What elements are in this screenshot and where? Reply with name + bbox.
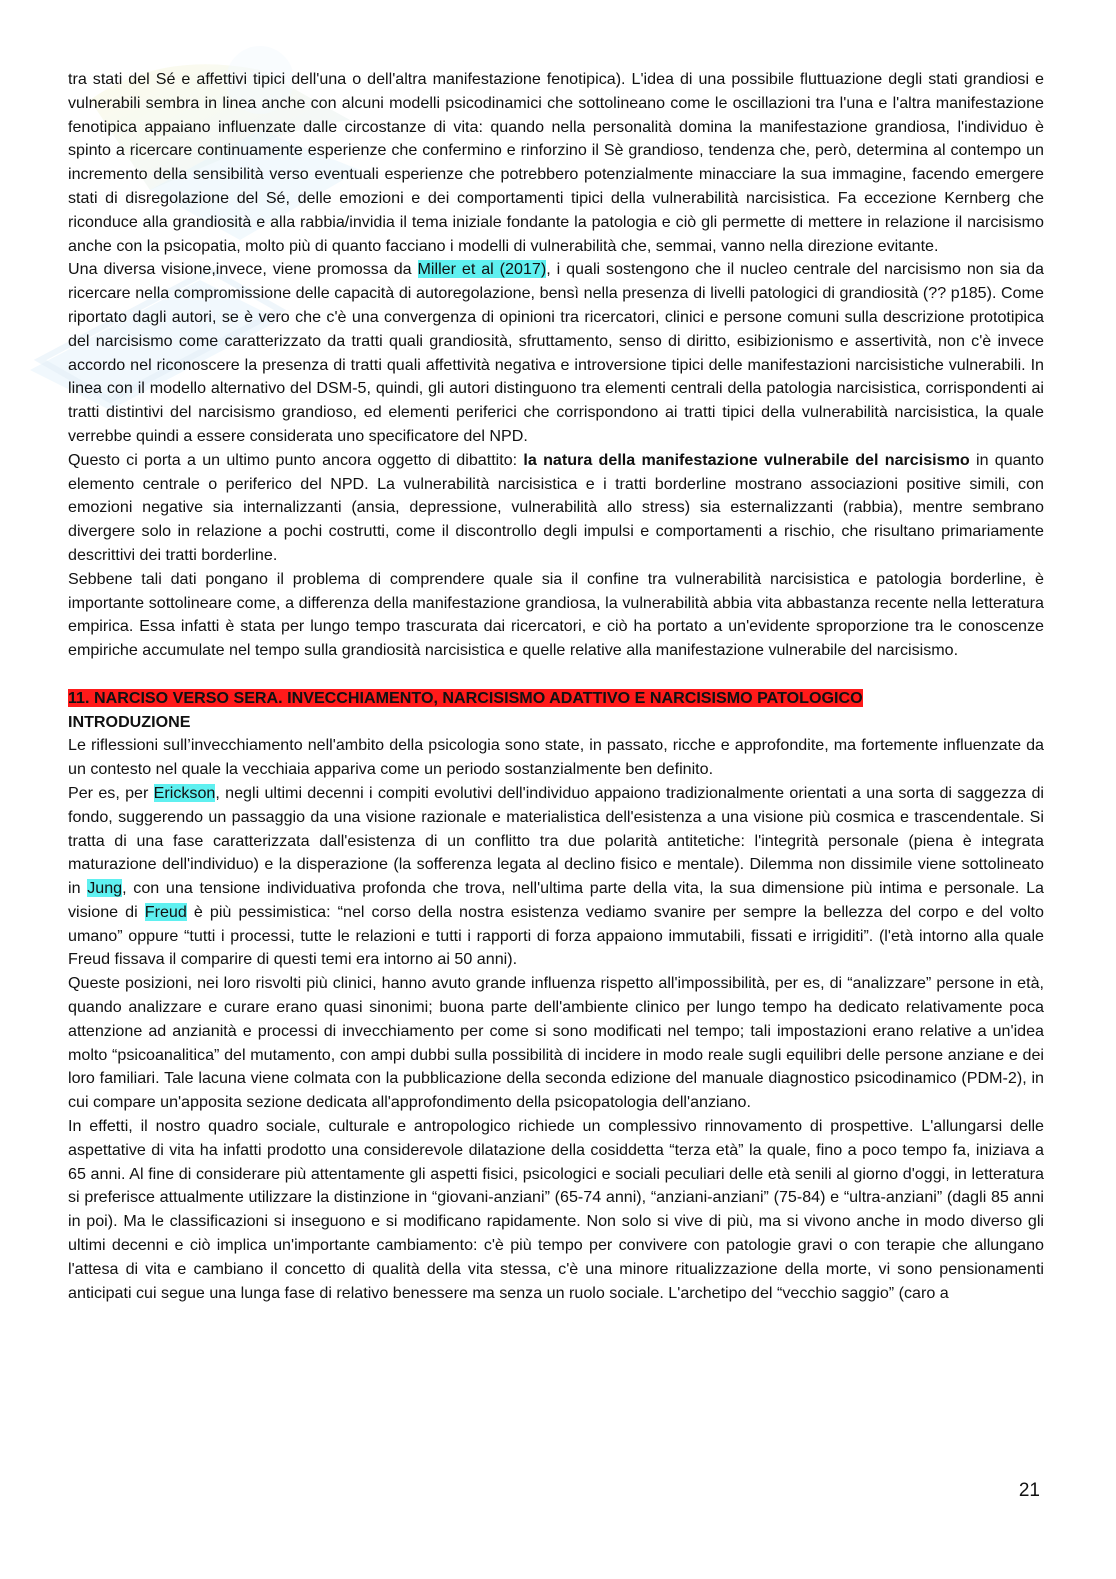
paragraph-7: Queste posizioni, nei loro risvolti più clinici, hanno avuto grande influenza rispetto all'impossibilità, per es, di “analizzare” persone in età, quando analizzare e curare erano quasi sinonimi; buona parte dell'ambiente clinico per lungo tempo ha dedicato relativamente poca attenzione ad anzianità e processi di invecchiamento per come si sono modificati nel tempo; tali impostazioni erano relative a un'idea molto “psicoanalitica” del mutamento, con ampi dubbi sulla possibilità di incidere in modo reale sugli equilibri delle persone anziane e dei loro familiari. Tale lacuna viene colmata con la pubblicazione della seconda edizione del manuale diagnostico psicodinamico (PDM-2), in cui compare un'apposita sezione dedicata all'approfondimento della psicopatologia dell'anziano. bbox=[68, 974, 1044, 1112]
chapter-heading bbox=[68, 687, 1044, 711]
paragraph-4: Sebbene tali dati pongano il problema di comprendere quale sia il confine tra vulnerabilità narcisistica e patologia borderline, è importante sottolineare come, a differenza della manifestazione grandiosa, la vulnerabilità abbia vita abbastanza recente nella letteratura empirica. Essa infatti è stata per lungo tempo trascurata dai ricercatori, e ciò ha portato a un'evidente sproporzione tra le conoscenze empiriche accumulate nel tempo sulla grandiosità narcisistica e quelle relative alla manifestazione vulnerabile del narcisismo. bbox=[68, 569, 1044, 660]
paragraph-6-text-a: Per es, per bbox=[68, 783, 154, 802]
paragraph-6-text-c: , con una tensione individuativa profonda che trova, nell'ultima parte della vita, la sua dimensione più intima e personale. La visione di bbox=[68, 879, 1044, 921]
paragraph-3 bbox=[68, 449, 1044, 568]
paragraph-3-text-b: in quanto elemento centrale o periferico del NPD. La vulnerabilità narcisistica e i tratti borderline mostrano associazioni positive simili, con emozioni negative sia internalizzanti (ansia, depressione, vulnerabilità allo stress) sia esternalizzanti (rabbia), mentre sembrano divergere solo in relazione a pochi costrutti, come il discontrollo degli impulsi e comportamenti a rischio, che risultano primariamente descrittivi dei tratti borderline. bbox=[68, 450, 1045, 564]
paragraph-3-bold-phrase: la natura della manifestazione vulnerabile del narcisismo bbox=[523, 450, 970, 469]
name-freud-highlight: Freud bbox=[144, 902, 187, 921]
paragraph-6-text-d: è più pessimistica: “nel corso della nostra esistenza vediamo svanire per sempre la bellezza del corpo e del volto umano” oppure “tutti i processi, tutte le relazioni e tutti i rapporti di forza appaiono immutabili, fissati e irrigiditi”. (l'età intorno alla quale Freud fissava il comparire di questi temi era intorno ai 50 anni). bbox=[68, 902, 1044, 969]
document-body bbox=[68, 68, 1044, 1305]
page-number: 21 bbox=[1018, 1480, 1040, 1501]
paragraph-6 bbox=[68, 782, 1044, 972]
citation-miller-highlight: Miller et al (2017) bbox=[417, 260, 547, 279]
chapter-title: 11. NARCISO VERSO SERA. INVECCHIAMENTO, NARCISISMO ADATTIVO E NARCISISMO PATOLOGICO bbox=[68, 688, 863, 707]
name-erickson-highlight: Erickson bbox=[153, 783, 216, 802]
paragraph-6-text-b: , negli ultimi decenni i compiti evolutivi dell'individuo appaiono tradizionalmente orientati a una sorta di saggezza di fondo, suggerendo un passaggio da una visione razionale e materialistica dell'esistenza a una visione più cosmica e trascendentale. Si tratta di una fase caratterizzata dall'esistenza di un conflitto tra due polarità antitetiche: l'integrità personale (piena è integrata maturazione dell'individuo) e la disperazione (la sofferenza legata al declino fisico e mentale). Dilemma non dissimile viene sottolineato in bbox=[68, 783, 1044, 898]
paragraph-2 bbox=[68, 258, 1044, 448]
paragraph-8: In effetti, il nostro quadro sociale, culturale e antropologico richiede un complessivo rinnovamento di prospettive. L'allungarsi delle aspettative di vita ha infatti prodotto una considerevole dilatazione della cosiddetta “terza età” la quale, fino a poco tempo fa, iniziava a 65 anni. Al fine di considerare più attentamente gli aspetti fisici, psicologici e sociali peculiari delle età senili al giorno d'oggi, in letteratura si preferisce attualmente utilizzare la distinzione in “giovani-anziani” (65-74 anni), “anziani-anziani” (75-84) e “ultra-anziani” (dagli 85 anni in poi). Ma le classificazioni si inseguono e si modificano rapidamente. Non solo si vive di più, ma si vivono anche in modo diverso gli ultimi decenni e ciò implica un'importante cambiamento: c'è più tempo per convivere con patologie gravi o con terapie che allungano l'attesa di vita e cambiano il concetto di qualità della vita stessa, c'è una minore ritualizzazione della morte, vi sono pensionamenti anticipati cui segue una lunga fase di relativo benessere ma senza un ruolo sociale. L'archetipo del “vecchio saggio” (caro a bbox=[68, 1117, 1044, 1302]
name-jung-highlight: Jung bbox=[87, 879, 123, 898]
paragraph-2-text-b: , i quali sostengono che il nucleo centrale del narcisismo non sia da ricercare nella compromissione delle capacità di autoregolazione, bensì nella presenza di livelli patologici di grandiosità (?? p185). Come riportato dagli autori, se è vero che c'è una convergenza di opinioni tra ricercatori, clinici e persone comuni sulla descrizione prototipica del narcisismo come caratterizzato da tratti quali grandiosità, sfruttamento, senso di diritto, esibizionismo e assertività, non c'è invece accordo nel riconoscere la presenza di tratti quali affettività negativa e introversione tipici delle manifestazioni narcisistiche vulnerabili. In linea con il modello alternativo del DSM-5, quindi, gli autori distinguono tra elementi centrali della patologia narcisistica, corrispondenti ai tratti distintivi del narcisismo grandioso, ed elementi periferici che corrispondono ai tratti tipici della vulnerabilità narcisistica, la quale verrebbe quindi a essere considerata uno specificatore del NPD. bbox=[68, 260, 1044, 445]
paragraph-1: tra stati del Sé e affettivi tipici dell'una o dell'altra manifestazione fenotipica). L'idea di una possibile fluttuazione degli stati grandiosi e vulnerabili sembra in linea anche con alcuni modelli psicodinamici che sottolineano come le oscillazioni tra l'una e l'altra manifestazione fenotipica appaiano influenzate dalle circostanze di vita: quando nella personalità domina la manifestazione grandiosa, l'individuo è spinto a ricercare continuamente esperienze che confermino e rinforzino il Sè grandioso, tendenza che, però, determina al contempo un incremento della sensibilità verso eventuali esperienze che potrebbero potenzialmente minacciare la sua immagine, facendo emergere stati di disregolazione del Sé, delle emozioni e dei comportamenti tipici della vulnerabilità narcisistica. Fa eccezione Kernberg che riconduce alla grandiosità e alla rabbia/invidia il tema iniziale fondante la patologia e ciò gli permette di mettere in relazione il narcisismo anche con la psicopatia, molto più di quanto facciano i modelli di vulnerabilità che, semmai, vanno nella direzione evitante. bbox=[68, 70, 1044, 255]
paragraph-2-text-a: Una diversa visione,invece, viene promossa da bbox=[68, 260, 418, 279]
paragraph-5: Le riflessioni sull’invecchiamento nell'ambito della psicologia sono state, in passato, ricche e approfondite, ma fortemente influenzate da un contesto nel quale la vecchiaia appariva come un periodo sostanzialmente ben definito. bbox=[68, 736, 1044, 779]
paragraph-3-text-a: Questo ci porta a un ultimo punto ancora oggetto di dibattito: bbox=[68, 450, 524, 469]
section-title: INTRODUZIONE bbox=[68, 712, 191, 731]
